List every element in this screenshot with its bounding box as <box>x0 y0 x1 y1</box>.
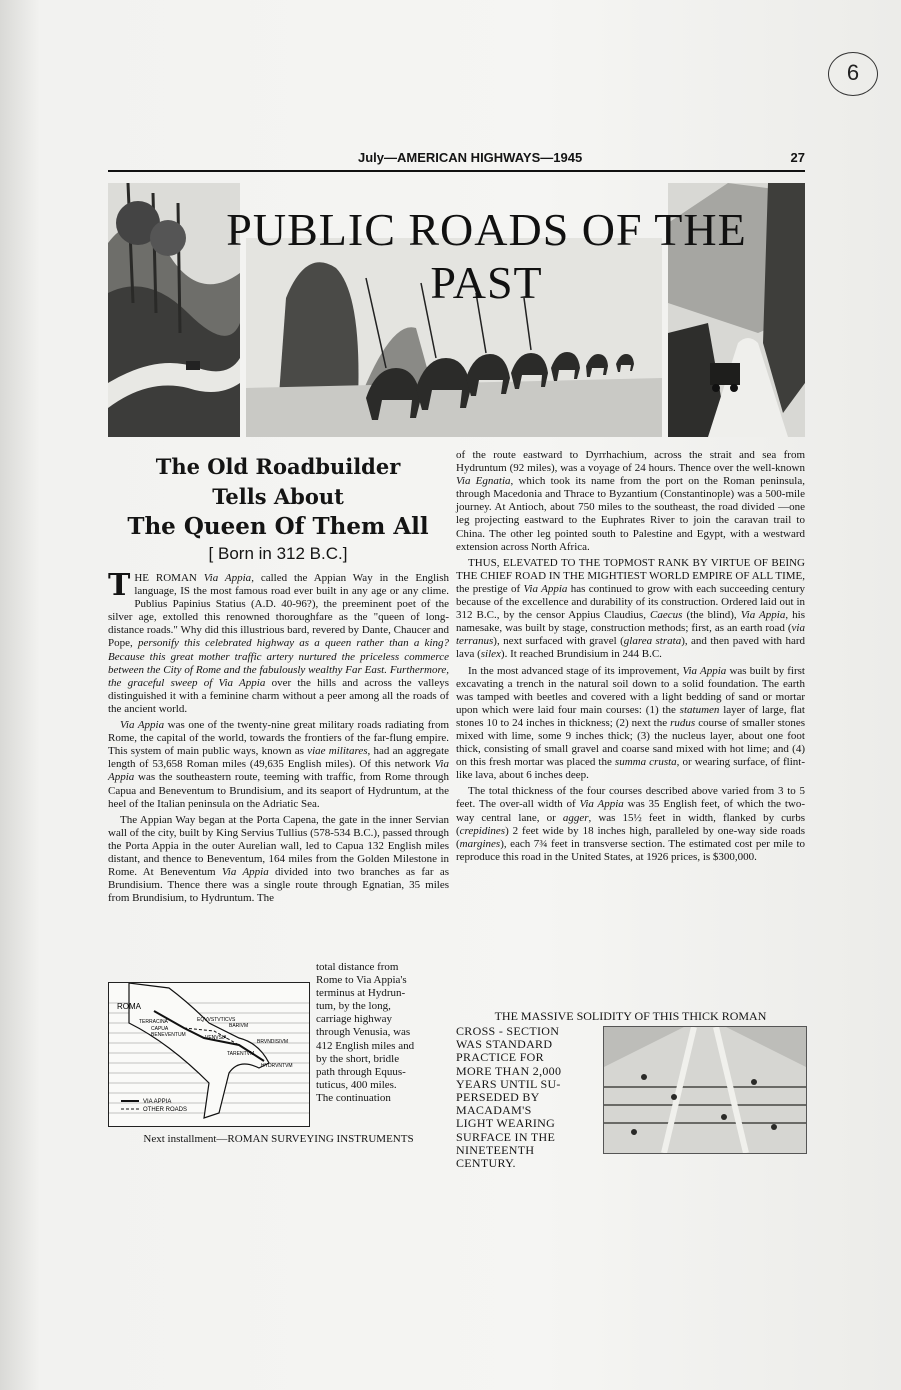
text-run: or wearing surface, of flint-like lava, about 6 inches deep. <box>456 756 806 782</box>
side-line: path through Equus- <box>316 1065 406 1078</box>
right-column <box>456 449 805 867</box>
map-label: BARIVM <box>229 1023 249 1029</box>
text-run: over the hills and across the valleys distinguished it with a feminine charm without a peer among all the roads of the ancient world. <box>108 676 449 715</box>
caption-line: SURFACE IN THE <box>456 1129 556 1144</box>
text-run: was one of the twenty-nine great military roads radiating from Rome, the capital of the world, towards the frontiers of the far-flung empire. This system of main public ways, known as <box>108 719 449 758</box>
text-run: ), next surfaced with gravel ( <box>493 635 624 648</box>
caption-line: CENTURY. <box>456 1156 516 1171</box>
right-paragraph-2 <box>456 557 805 662</box>
text-run: margines <box>459 837 501 850</box>
left-column <box>108 568 450 908</box>
map-label: ROMA <box>117 1002 141 1011</box>
text-run: Via Appia <box>221 866 269 879</box>
side-line: by the short, bridle <box>316 1052 400 1065</box>
right-paragraph-4 <box>456 785 805 864</box>
text-run: crepidines <box>459 824 506 837</box>
text-run: statumen <box>679 703 720 716</box>
text-run: glarea strata <box>623 635 682 648</box>
text-run: was built by first excavating a trench in the natural soil down to a solid foundation. The earth was tamped with beetles and covered with a light bedding of sand or mortar upon which were laid four main courses: (1) the <box>456 664 805 716</box>
side-line: tum, by the long, <box>316 1000 391 1013</box>
side-line: The continuation <box>316 1091 391 1104</box>
side-line: tuticus, 400 miles. <box>316 1078 397 1091</box>
text-run: viae militares <box>307 745 368 758</box>
map-legend-appia: VIA APPIA <box>143 1099 172 1105</box>
text-run: ), and then paved with hard lava ( <box>456 635 805 661</box>
running-head-title: July—AMERICAN HIGHWAYS—1945 <box>358 150 583 165</box>
text-run: Via Appia <box>108 758 449 784</box>
right-paragraph-1 <box>456 449 805 554</box>
text-run: , his namesake, was built by stage, construction methods; first, as an earth road ( <box>456 609 805 635</box>
text-run: ) 2 feet wide by 18 inches high, paralleled by one-way side roads ( <box>456 824 805 850</box>
side-line: terminus at Hydrun- <box>316 987 406 1000</box>
cross-section-caption <box>456 1025 598 1170</box>
left-paragraph-3 <box>108 814 449 906</box>
text-run: of the route eastward to Dyrrhachium, across the strait and sea from Hydruntum (92 miles), was a voyage of 24 hours. Thence over the well-known <box>456 449 805 475</box>
cross-section-heading <box>456 1009 805 1023</box>
text-run: was 35 English feet, of which the two-way central lane, or <box>456 798 805 824</box>
text-run: course of smaller stones mixed with lime, some 9 inches thick; (3) the nucleus layer, about one foot thick, consisting of small gravel and coarse sand mixed with hot lime; and (4) on this fresh mortar was placed the <box>456 716 805 769</box>
map-label: CAPUA <box>151 1026 169 1032</box>
headline-born-date: [ Born in 312 B.C.] <box>208 544 348 563</box>
text-run: personify this celebrated highway as a queen rather than a king? Because this great mother traffic artery nurtured the priceless commerce between the City of Rome and the fabulously wealthy Far East. Furthermore, the graceful sweep of <box>108 637 449 689</box>
text-run: THUS, ELEVATED TO THE TOPMOST RANK BY VIRTUE OF BEING THE CHIEF ROAD IN THE MIGHTIEST WORLD EMPIRE OF ALL TIME, the prestige of <box>456 556 805 595</box>
text-run: Caecus <box>650 609 683 622</box>
text-run: HE ROMAN <box>134 572 204 584</box>
header-rule <box>108 170 805 172</box>
running-head <box>108 150 805 170</box>
text-run: , which took its name from the port on the Roman peninsula, through Macedonia and Thrace to Byzantium (Constantinople) was a 500-mile journey. At Antioch, about 750 miles to the southeast, the road divided —one leg projecting eastward to the Euphrates River to join the caravan trail to China. The other leg pointed south to Palestine and Egypt, with a westward extension across North Africa. <box>456 475 805 553</box>
text-run: , called the Appian Way in the English language, IS the most famous road ever built in any age or any clime. Publius Papinius Statius (A.D. 40-96?), the preeminent poet of the silver age, extolled this renowned thoroughfare as the "queen of long-distance roads." Why did this illustrious bard, revered by Dante, Chaucer and Pope, <box>108 572 449 650</box>
cross-section-illustration <box>603 1026 807 1154</box>
map-label: BRVNDISIVM <box>257 1039 289 1045</box>
text-run: silex <box>480 648 501 661</box>
cross-section-lead: THE MASSIVE SOLIDITY OF THIS THICK ROMAN <box>494 1009 767 1023</box>
text-run: layer of large, flat stones 10 to 24 inches in thickness; (2) next the <box>456 703 805 729</box>
text-run: The total thickness of the four courses described above varied from 3 to 5 feet. The over-all width of <box>456 785 805 811</box>
article-headline <box>108 452 448 564</box>
page-corner-mark: 6 <box>828 52 878 96</box>
left-paragraph-2 <box>108 719 449 811</box>
banner-illustration <box>108 183 805 437</box>
text-run: Via Appia <box>120 719 165 732</box>
caption-line: MACADAM'S <box>456 1103 532 1118</box>
caption-line: PERSEDED BY <box>456 1090 540 1105</box>
map-label: BENEVENTUM <box>151 1032 186 1038</box>
text-run: Via Appia <box>740 609 786 622</box>
text-run: , had an aggregate length of 53,658 Roman miles (49,635 English miles). Of this network <box>108 745 450 771</box>
map-label: TERRACINA <box>139 1019 168 1025</box>
text-run: was the southeastern route, teeming with traffic, from Rome through Capua and Beneventum to Brundisium, and its seaport of Hydruntum, at the heel of the Italian peninsula on the Adriatic Sea. <box>108 771 449 810</box>
text-run: Via Appia <box>203 572 252 584</box>
caption-line: WAS STANDARD <box>456 1037 553 1052</box>
caption-line: MORE THAN 2,000 <box>456 1063 562 1078</box>
caption-line: LIGHT WEARING <box>456 1116 556 1131</box>
map-label: HYDRVNTVM <box>261 1063 293 1069</box>
caption-line: CROSS - SECTION <box>456 1024 560 1038</box>
side-line: Rome to Via Appia's <box>316 974 407 987</box>
map-label: TARENTVM <box>227 1051 255 1057</box>
text-run: via terranus <box>456 622 805 648</box>
banner-title: PUBLIC ROADS OF THE PAST <box>226 204 747 308</box>
text-run: Via Appia <box>682 664 727 677</box>
headline-line-1: The Old Roadbuilder <box>155 454 401 479</box>
text-run: The Appian Way began at the Porta Capena, the gate in the inner Servian wall of the city, built by King Servius Tullius (578-534 B.C.), passed through the Porta Appia in the outer Aurelian wall, led to Capua 132 English miles distant, and thence to Beneventum, 164 miles from the Golden Milestone in Rome. At Beneventum <box>108 813 449 879</box>
page-number: 27 <box>790 150 805 165</box>
headline-line-3: The Queen Of Them All <box>127 513 429 540</box>
drop-cap: T <box>108 568 131 603</box>
map-legend-other: OTHER ROADS <box>143 1107 188 1113</box>
text-run: In the most advanced stage of its improvement, <box>468 664 683 677</box>
caption-line: NINETEENTH <box>456 1142 535 1157</box>
map-label: VENVSIA <box>205 1035 227 1041</box>
caption-line: YEARS UNTIL SU- <box>456 1076 561 1091</box>
map-label: EQVVSTVTICVS <box>197 1017 236 1023</box>
text-run: ), each 7¾ feet in transverse section. The estimated cost per mile to reproduce this road in the United States, at 1926 prices, is $300,000. <box>456 837 805 863</box>
text-run: divided into two branches as far as Brundisium. Thence there was a single route through Egnatian, 35 miles from Brundisium, to Hydruntum. The <box>108 866 449 905</box>
text-run: summa crusta, <box>614 756 680 769</box>
text-run: (the blind), <box>682 609 741 622</box>
side-line: total distance from <box>316 961 399 973</box>
side-line: 412 English miles and <box>316 1039 415 1052</box>
text-run: Via Appia <box>218 676 266 689</box>
text-run: Via Appia <box>579 798 624 811</box>
text-run: Via Egnatia <box>456 475 511 488</box>
side-line: carriage highway <box>316 1013 393 1026</box>
text-run: agger <box>562 811 589 824</box>
text-run: , was 15½ feet in width, flanked by curbs ( <box>456 811 805 837</box>
left-paragraph-1 <box>108 568 449 716</box>
text-run: ). It reached Brundisium in 244 B.C. <box>500 648 662 661</box>
text-run: rudus <box>670 716 696 729</box>
headline-line-2: Tells About <box>212 484 344 509</box>
text-run: Via Appia <box>523 582 568 595</box>
caption-line: PRACTICE FOR <box>456 1050 544 1065</box>
map-side-text <box>316 961 449 1105</box>
text-run: has continued to grow with each succeeding century because of the excellence and durability of its construction. Ordered laid out in 312 B.C., by the censor Appius Claudius, <box>456 582 805 622</box>
right-paragraph-3 <box>456 665 805 783</box>
via-appia-map <box>108 982 310 1127</box>
side-line: through Venusia, was <box>316 1026 411 1039</box>
next-installment-note: Next installment—ROMAN SURVEYING INSTRUMENTS <box>143 1133 414 1145</box>
